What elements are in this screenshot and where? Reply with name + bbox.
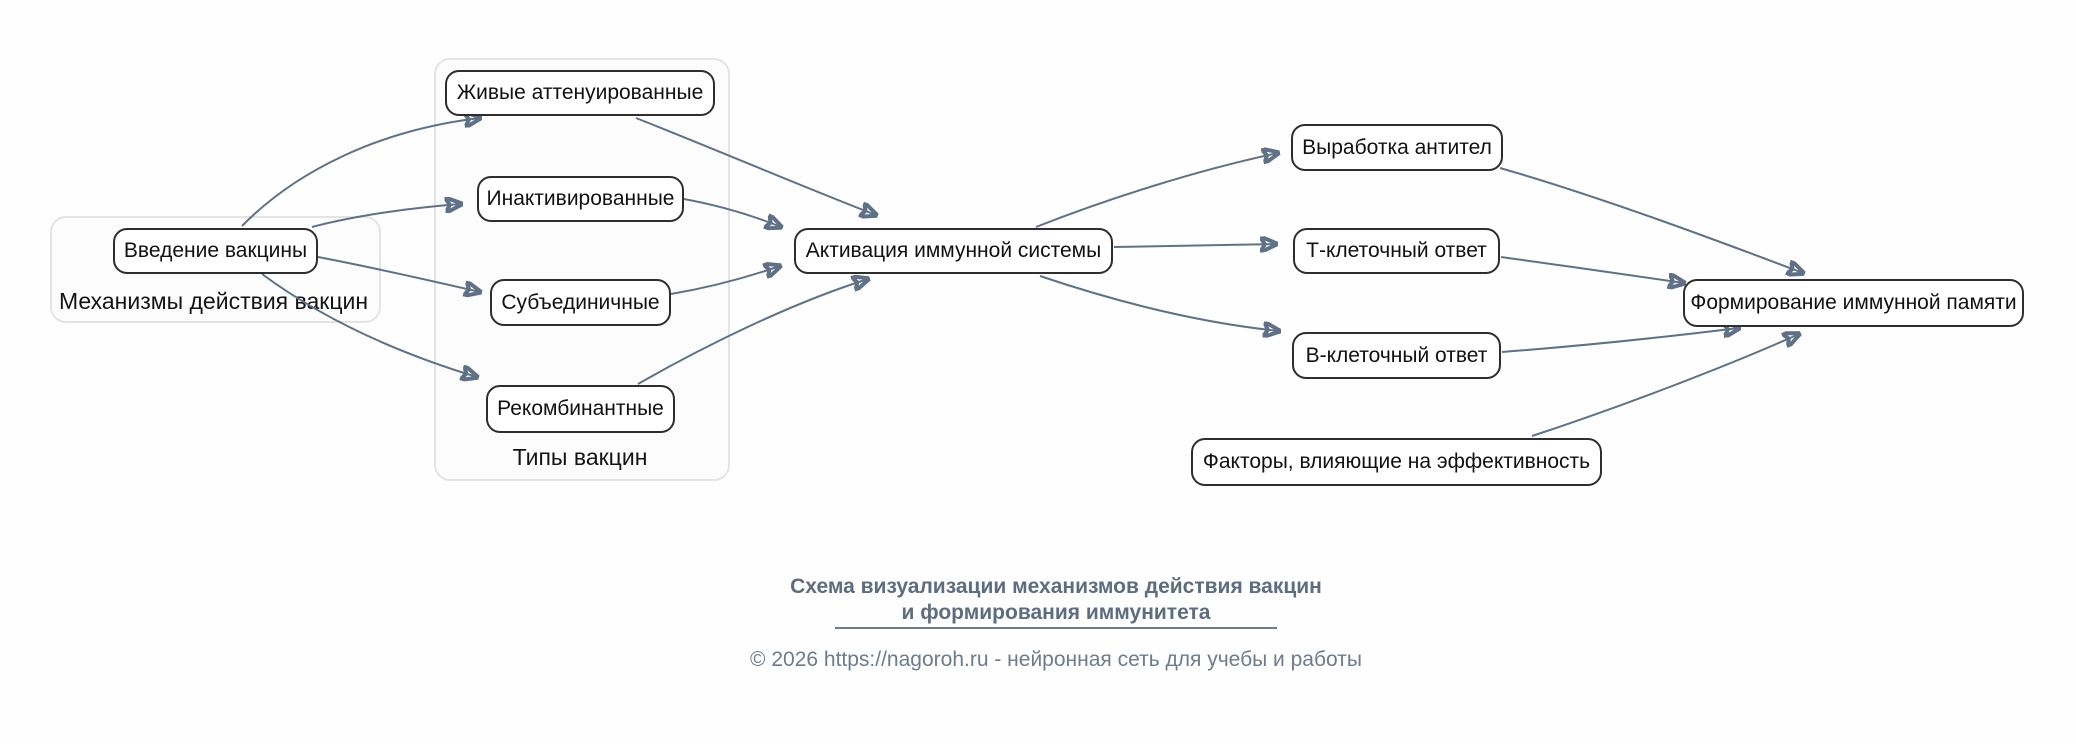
- footer-divider: [835, 627, 1277, 629]
- edge-vyrabotka-formirovanie: [1500, 168, 1803, 273]
- edge-vvedenie-inaktivirovannye: [312, 204, 461, 227]
- edge-vvedenie-zhivye: [242, 118, 480, 226]
- edge-vvedenie-subedinichnye: [318, 257, 480, 292]
- edge-aktivaciya-b-otvet: [1040, 276, 1279, 331]
- edge-faktory-formirovanie: [1532, 334, 1799, 436]
- node-subedinichnye: Субъединичные: [490, 279, 671, 326]
- node-b-kletochnyj-otvet: В-клеточный ответ: [1292, 332, 1501, 379]
- diagram-title-line2: и формирования иммунитета: [901, 601, 1211, 624]
- node-aktivaciya-immunnoj-sistemy: Активация иммунной системы: [794, 228, 1113, 274]
- edge-aktivaciya-vyrabotka: [1036, 153, 1278, 227]
- edge-vvedenie-rekombinantnye: [262, 274, 477, 377]
- edge-t-otvet-formirovanie: [1501, 257, 1684, 283]
- node-vvedenie-vakciny: Введение вакцины: [113, 228, 318, 274]
- edge-subedinichnye-aktivaciya: [671, 266, 780, 294]
- node-vyrabotka-antitel: Выработка антител: [1291, 124, 1503, 171]
- node-formirovanie-immunnoj-pamyati: Формирование иммунной памяти: [1683, 279, 2024, 327]
- edge-aktivaciya-t-otvet: [1114, 244, 1276, 247]
- group-mechanisms-label: Механизмы действия вакцин: [58, 288, 369, 314]
- node-t-kletochnyj-otvet: Т-клеточный ответ: [1293, 228, 1500, 274]
- node-faktory-effektivnost: Факторы, влияющие на эффективность: [1191, 438, 1602, 486]
- node-inaktivirovannye: Инактивированные: [477, 176, 684, 222]
- node-rekombinantnye: Рекомбинантные: [486, 385, 675, 433]
- edge-inaktivirovannye-aktivaciya: [684, 199, 781, 227]
- group-types-label: Типы вакцин: [512, 444, 648, 470]
- edge-b-otvet-formirovanie: [1502, 328, 1739, 352]
- diagram-title: [556, 574, 1556, 626]
- node-zhivye-attenuirovannye: Живые аттенуированные: [445, 70, 715, 116]
- diagram-title-line1: Схема визуализации механизмов действия вакцин: [790, 575, 1322, 598]
- copyright-text: © 2026 https://nagoroh.ru - нейронная сеть для учебы и работы: [750, 648, 1362, 671]
